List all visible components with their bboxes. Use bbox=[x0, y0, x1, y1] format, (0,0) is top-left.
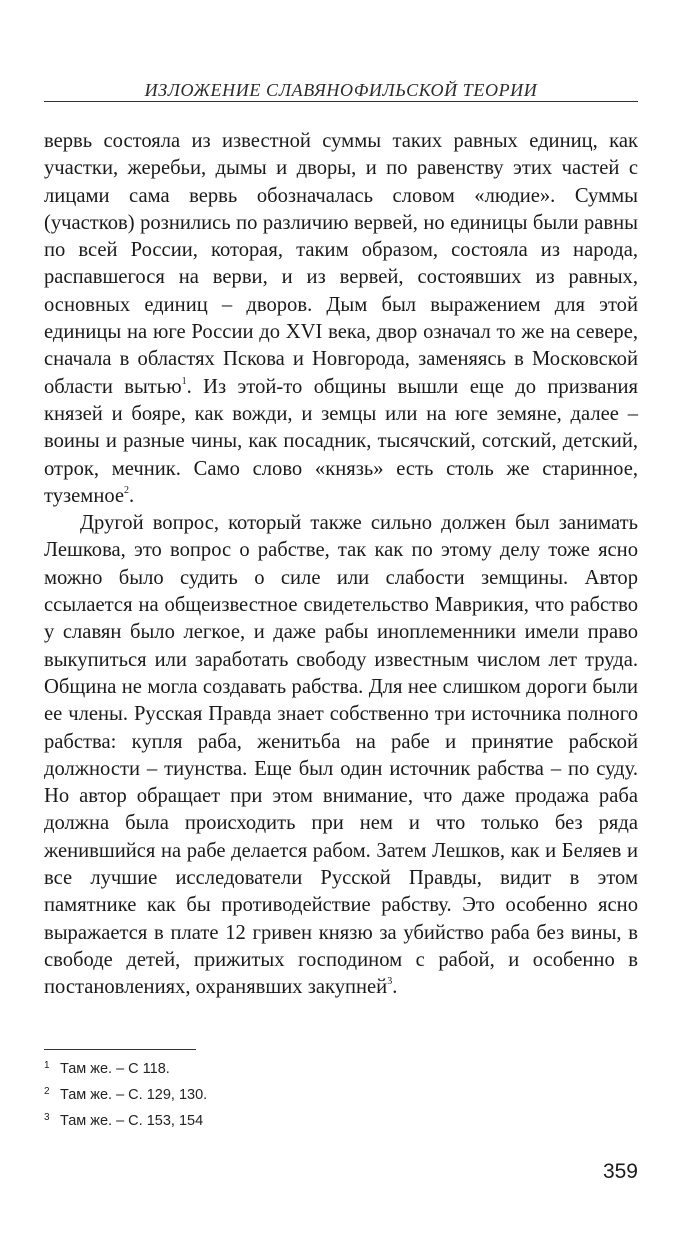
paragraph-2-text-b: . bbox=[392, 976, 398, 999]
footnote-text: Там же. – С. 129, 130. bbox=[60, 1087, 208, 1103]
footnote-text: Там же. – С. 153, 154 bbox=[60, 1113, 204, 1129]
page-number: 359 bbox=[602, 1160, 638, 1183]
paragraph-1-text-b: . Из этой-то общины вышли еще до призвания князей и бояре, как вожди, и земцы или на юге земяне, далее – воины и разные чины, как посадник, тысячский, сотский, детский, отрок, мечник. Само слово «князь» есть столь же старинное, туземное bbox=[44, 375, 638, 507]
running-title: ИЗЛОЖЕНИЕ СЛАВЯНОФИЛЬСКОЙ ТЕОРИИ bbox=[144, 80, 538, 100]
footnote-1: 1 Там же. – С 118. bbox=[44, 1060, 170, 1077]
body-text bbox=[44, 128, 638, 1002]
footnote-2: 2 Там же. – С. 129, 130. bbox=[44, 1086, 208, 1103]
footnote-3: 3 Там же. – С. 153, 154 bbox=[44, 1112, 204, 1129]
footnote-rule bbox=[44, 1049, 196, 1050]
paragraph-1-text-c: . bbox=[129, 484, 135, 507]
paragraph-2-text-a: Другой вопрос, который также сильно должен был занимать Лешкова, это вопрос о рабстве, так как по этому делу тоже ясно можно было судить о силе или слабости земщины. Автор ссылается на общеизвестное свидетельство Маврикия, что рабство у славян было легкое, и даже рабы иноплеменники имели право выкупиться или заработать свободу известным числом лет труда. Община не могла создавать рабства. Для нее слишком дороги были ее члены. Русская Правда знает собственно три источника полного рабства: купля раба, женитьба на рабе и принятие рабской должности – тиунства. Еще был один источник рабства – по суду. Но автор обращает при этом внимание, что даже продажа раба должна была происходить при нем и что только без ряда женившийся на рабе делается рабом. Затем Лешков, как и Беляев и все лучшие исследователи Русской Правды, видит в этом памятнике как бы противодействие рабству. Это особенно ясно выражается в плате 12 гривен князю за убийство раба без вины, в свободе детей, прижитых господином с рабой, и особенно в постановлениях, охранявших закупней bbox=[44, 512, 638, 999]
footnote-ref-1[interactable]: 1 bbox=[181, 375, 187, 387]
footnote-ref-2[interactable]: 2 bbox=[124, 484, 130, 496]
paragraph-1 bbox=[44, 128, 638, 510]
footnotes bbox=[44, 1056, 638, 1134]
header-rule bbox=[44, 101, 638, 102]
footnote-text: Там же. – С 118. bbox=[60, 1061, 170, 1077]
paragraph-2 bbox=[44, 510, 638, 1001]
footnote-ref-3[interactable]: 3 bbox=[387, 976, 393, 988]
paragraph-1-text-a: вервь состояла из известной суммы таких равных единиц, как участки, жеребьи, дымы и дворы, и по равенству этих частей с лицами сама вервь обозначалась словом «людие». Суммы (участков) рознились по различию вервей, но единицы были равны по всей России, которая, таким образом, состояла из народа, распавшегося на верви, и из вервей, состоявших из равных, основных единиц – дворов. Дым был выражением для этой единицы на юге России до XVI века, двор означал то же на севере, сначала в областях Пскова и Новгорода, заменяясь в Московской области вытью bbox=[44, 130, 638, 398]
